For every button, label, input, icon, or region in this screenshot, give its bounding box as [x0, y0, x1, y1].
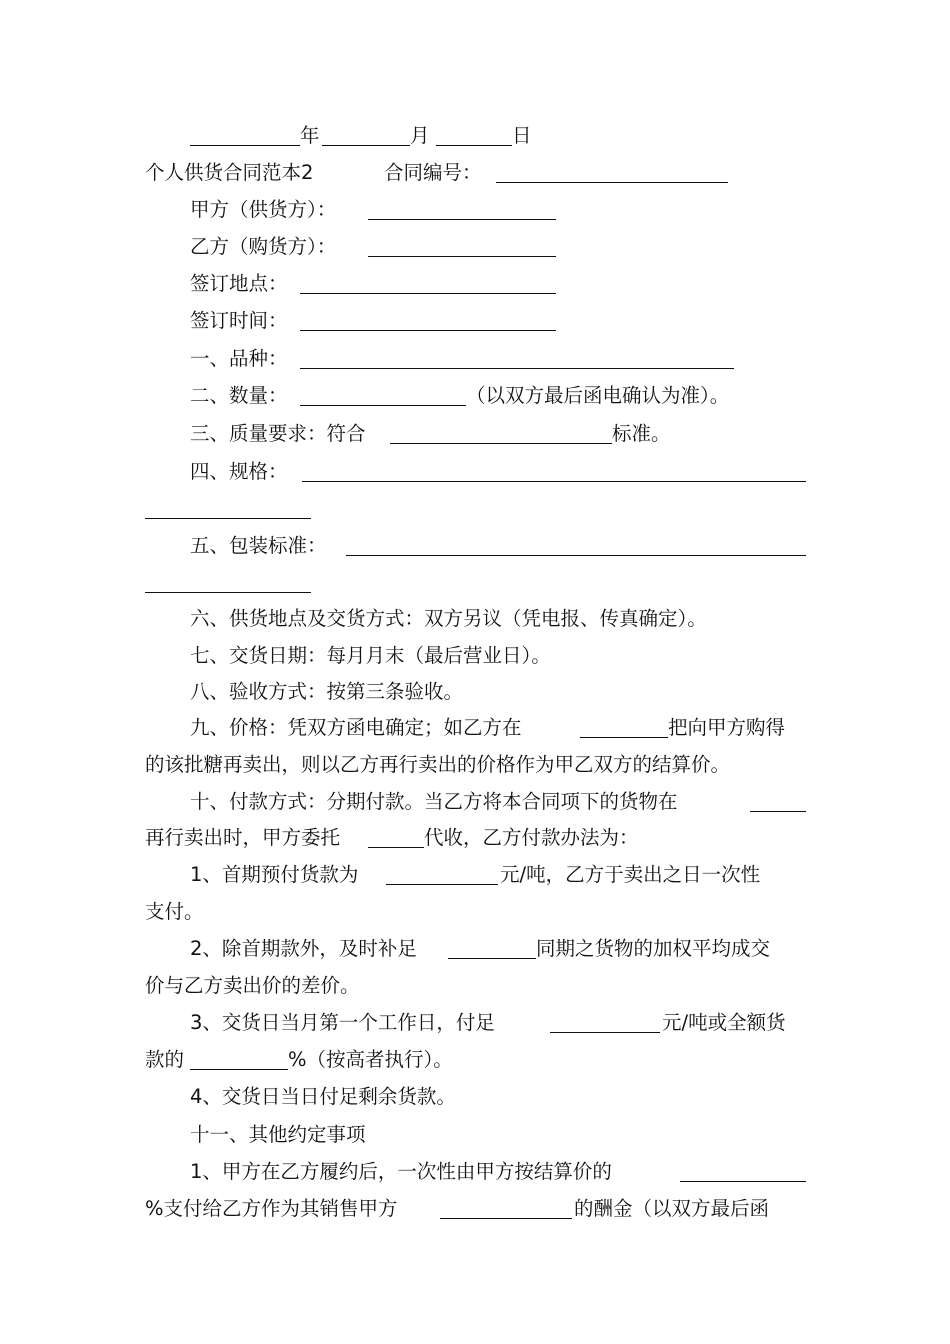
pay3-text-c: 款的	[145, 1048, 185, 1071]
month-label: 月	[410, 124, 430, 147]
item1-blank	[300, 342, 734, 376]
item3-label: 三、质量要求：符合	[190, 422, 366, 445]
item2-label: 二、数量：	[190, 384, 288, 407]
other1-line-cont	[0, 1192, 950, 1226]
item3-blank	[390, 417, 612, 451]
pay1-text-b: 元/吨，乙方于卖出之日一次性	[500, 863, 761, 886]
item2-line	[0, 379, 950, 413]
other1-blank-goods	[440, 1192, 572, 1226]
sign-time-blank	[300, 304, 556, 338]
item10-text-a: 十、付款方式：分期付款。当乙方将本合同项下的货物在	[190, 790, 678, 813]
pay4-text: 4、交货日当日付足剩余货款。	[190, 1085, 456, 1108]
item4-label: 四、规格：	[190, 460, 288, 483]
item9-line	[0, 711, 950, 745]
day-label: 日	[512, 124, 532, 147]
item10-text-b: 再行卖出时，甲方委托	[145, 826, 341, 849]
item6-text: 六、供货地点及交货方式：双方另议（凭电报、传真确定）。	[190, 607, 707, 630]
party-a-line	[0, 193, 950, 227]
pay2-text-a: 2、除首期款外，及时补足	[190, 937, 417, 960]
pay3-blank-percent	[190, 1043, 288, 1077]
item2-suffix: （以双方最后函电确认为准）。	[466, 384, 730, 407]
item3-suffix: 标准。	[612, 422, 671, 445]
item11-heading: 十一、其他约定事项	[190, 1123, 366, 1146]
item9-text-b: 把向甲方购得	[668, 716, 786, 739]
item4-line	[0, 455, 950, 489]
month-blank	[322, 119, 410, 153]
sign-time-label: 签订时间：	[190, 309, 288, 332]
other1-text-b: %支付给乙方作为其销售甲方	[145, 1197, 398, 1220]
date-line	[0, 119, 950, 153]
party-b-blank	[368, 230, 556, 264]
pay1-line-cont	[0, 895, 950, 929]
pay2-text-c: 价与乙方卖出价的差价。	[145, 974, 360, 997]
year-label: 年	[300, 124, 320, 147]
item3-line	[0, 417, 950, 451]
pay3-blank-price	[550, 1006, 660, 1040]
party-b-label: 乙方（购货方）：	[190, 235, 337, 258]
item8-line	[0, 675, 950, 709]
item4-blank-cont	[145, 492, 311, 526]
other1-line	[0, 1155, 950, 1189]
item10-line-cont	[0, 821, 950, 855]
party-a-blank	[368, 193, 556, 227]
pay2-line-cont	[0, 969, 950, 1003]
item4-blank	[302, 455, 806, 489]
title-line	[0, 156, 950, 190]
party-a-label: 甲方（供货方）：	[190, 198, 337, 221]
pay1-blank	[386, 858, 498, 892]
pay2-line	[0, 932, 950, 966]
sign-time-line	[0, 304, 950, 338]
party-b-line	[0, 230, 950, 264]
item2-blank	[300, 379, 466, 413]
item7-line	[0, 639, 950, 673]
item10-blank-agent	[368, 821, 424, 855]
item10-blank-place	[750, 785, 806, 819]
item6-line	[0, 602, 950, 636]
other1-text-c: 的酬金（以双方最后函	[574, 1197, 770, 1220]
pay3-text-d: %（按高者执行）。	[288, 1048, 453, 1071]
other1-blank-percent	[680, 1155, 806, 1189]
item7-text: 七、交货日期：每月月末（最后营业日）。	[190, 644, 551, 667]
page-title: 个人供货合同范本2	[145, 161, 314, 184]
sign-place-label: 签订地点：	[190, 272, 288, 295]
pay2-blank	[448, 932, 536, 966]
pay1-text-c: 支付。	[145, 900, 204, 923]
pay3-line-cont	[0, 1043, 950, 1077]
contract-no-label: 合同编号：	[384, 161, 482, 184]
contract-no-blank	[496, 156, 728, 190]
sign-place-line	[0, 267, 950, 301]
item5-blank-cont	[145, 566, 311, 600]
item5-line-cont	[0, 566, 950, 600]
item5-label: 五、包装标准：	[190, 534, 327, 557]
day-blank	[436, 119, 512, 153]
item9-text-a: 九、价格：凭双方函电确定；如乙方在	[190, 716, 522, 739]
item10-line	[0, 785, 950, 819]
pay3-text-a: 3、交货日当月第一个工作日，付足	[190, 1011, 495, 1034]
item4-line-cont	[0, 492, 950, 526]
pay4-line	[0, 1080, 950, 1114]
item10-text-c: 代收，乙方付款办法为：	[424, 826, 639, 849]
item1-label: 一、品种：	[190, 347, 288, 370]
item11-line	[0, 1118, 950, 1152]
item8-text: 八、验收方式：按第三条验收。	[190, 680, 464, 703]
other1-text-a: 1、甲方在乙方履约后，一次性由甲方按结算价的	[190, 1160, 612, 1183]
pay3-line	[0, 1006, 950, 1040]
item9-blank	[580, 711, 668, 745]
pay1-line	[0, 858, 950, 892]
pay1-text-a: 1、首期预付货款为	[190, 863, 359, 886]
year-blank	[190, 119, 300, 153]
item5-blank	[346, 529, 806, 563]
pay2-text-b: 同期之货物的加权平均成交	[536, 937, 771, 960]
item9-line-cont	[0, 748, 950, 782]
item5-line	[0, 529, 950, 563]
sign-place-blank	[300, 267, 556, 301]
item1-line	[0, 342, 950, 376]
item9-text-c: 的该批糖再卖出，则以乙方再行卖出的价格作为甲乙双方的结算价。	[145, 753, 731, 776]
pay3-text-b: 元/吨或全额货	[662, 1011, 786, 1034]
